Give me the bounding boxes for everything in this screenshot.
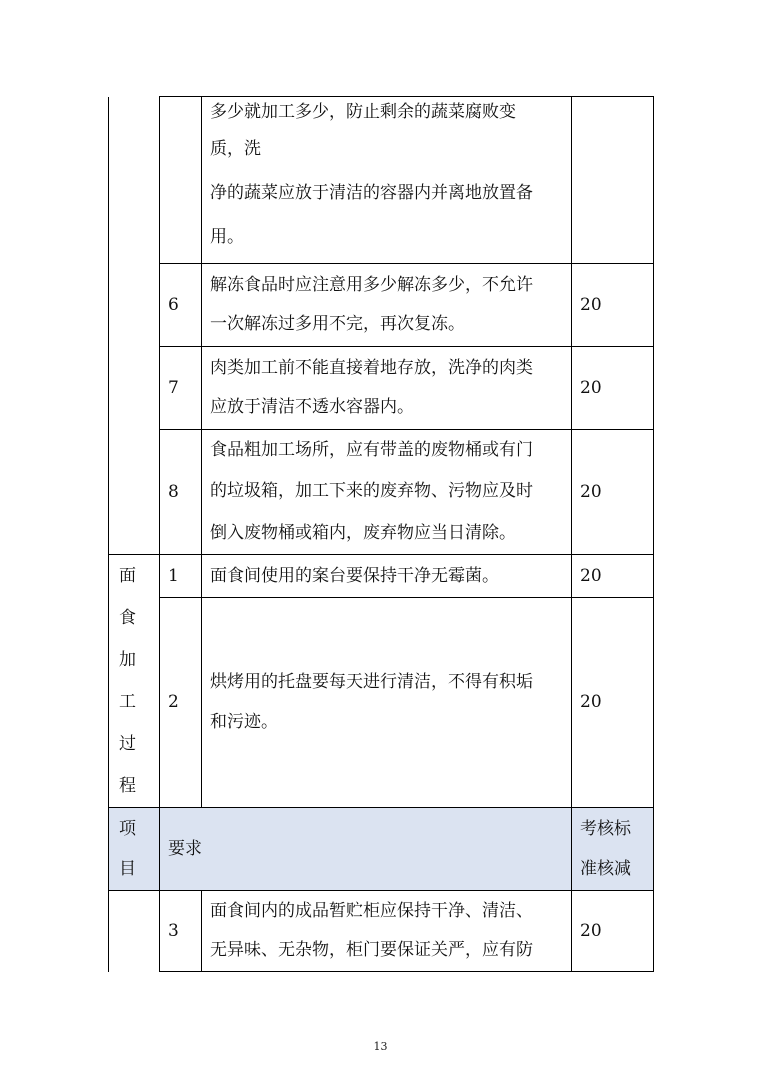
header-score-cell: [572, 808, 654, 891]
requirement-cell: [202, 430, 572, 555]
requirement-line: 净的蔬菜应放于清洁的容器内并离地放置备: [210, 183, 533, 203]
category-cell: [109, 347, 160, 430]
requirement-line: 面食间内的成品暂贮柜应保持干净、清洁、: [210, 901, 533, 921]
requirement-line: 质，洗: [210, 139, 261, 159]
requirement-line: 的垃圾箱，加工下来的废弃物、污物应及时: [210, 481, 533, 501]
requirement-cell: [202, 555, 572, 598]
requirement-cell: [202, 97, 572, 264]
category-char: 过: [119, 734, 136, 754]
header-score-line: 准核减: [580, 859, 631, 879]
table-row: [109, 347, 654, 430]
requirement-line: 用。: [210, 227, 244, 247]
header-category-cell: [109, 808, 160, 891]
header-requirement-cell: 要求: [160, 808, 572, 891]
header-category-char: 目: [119, 859, 136, 879]
requirement-cell: [202, 891, 572, 972]
category-cell: [109, 430, 160, 555]
header-category-char: 项: [119, 819, 136, 839]
requirement-cell: [202, 264, 572, 347]
category-char: 食: [119, 608, 136, 628]
page-number: 13: [373, 1040, 388, 1053]
requirement-line: 多少就加工多少，防止剩余的蔬菜腐败变: [210, 102, 516, 122]
requirement-cell: [202, 597, 572, 807]
category-char: 工: [119, 692, 136, 712]
category-char: 加: [119, 650, 136, 670]
requirement-line: 一次解冻过多用不完，再次复冻。: [210, 314, 465, 334]
category-cell: [109, 264, 160, 347]
requirement-cell: [202, 347, 572, 430]
score-cell: [572, 97, 654, 264]
requirement-line: 无异味、无杂物，柜门要保证关严，应有防: [210, 940, 533, 960]
number-cell: [160, 97, 202, 264]
assessment-table: [108, 96, 654, 972]
score-cell: 20: [572, 264, 654, 347]
table-row: [109, 430, 654, 555]
category-cell: [109, 891, 160, 972]
number-cell: 2: [160, 597, 202, 807]
requirement-line: 和污迹。: [210, 712, 278, 733]
category-char: 程: [119, 776, 136, 796]
requirement-line: 烘烤用的托盘要每天进行清洁，不得有积垢: [210, 672, 533, 693]
table-row: [109, 97, 654, 264]
score-cell: 20: [572, 597, 654, 807]
table-header-row: [109, 808, 654, 891]
table-row: [109, 891, 654, 972]
header-score-line: 考核标: [580, 819, 631, 839]
category-char: 面: [119, 566, 136, 586]
number-cell: 7: [160, 347, 202, 430]
score-cell: 20: [572, 430, 654, 555]
number-cell: 3: [160, 891, 202, 972]
category-cell: [109, 97, 160, 264]
table-row: [109, 555, 654, 598]
category-cell-noodle-processing: [109, 555, 160, 808]
score-cell: 20: [572, 347, 654, 430]
requirement-line: 倒入废物桶或箱内，废弃物应当日清除。: [210, 523, 516, 543]
requirement-line: 应放于清洁不透水容器内。: [210, 397, 414, 417]
requirement-line: 解冻食品时应注意用多少解冻多少，不允许: [210, 275, 533, 295]
requirement-line: 肉类加工前不能直接着地存放，洗净的肉类: [210, 358, 533, 378]
number-cell: 8: [160, 430, 202, 555]
table-row: [109, 597, 654, 807]
score-cell: 20: [572, 891, 654, 972]
requirement-line: 面食间使用的案台要保持干净无霉菌。: [210, 565, 499, 586]
number-cell: 6: [160, 264, 202, 347]
score-cell: 20: [572, 555, 654, 598]
requirement-line: 食品粗加工场所，应有带盖的废物桶或有门: [210, 440, 533, 460]
number-cell: 1: [160, 555, 202, 598]
table-row: [109, 264, 654, 347]
